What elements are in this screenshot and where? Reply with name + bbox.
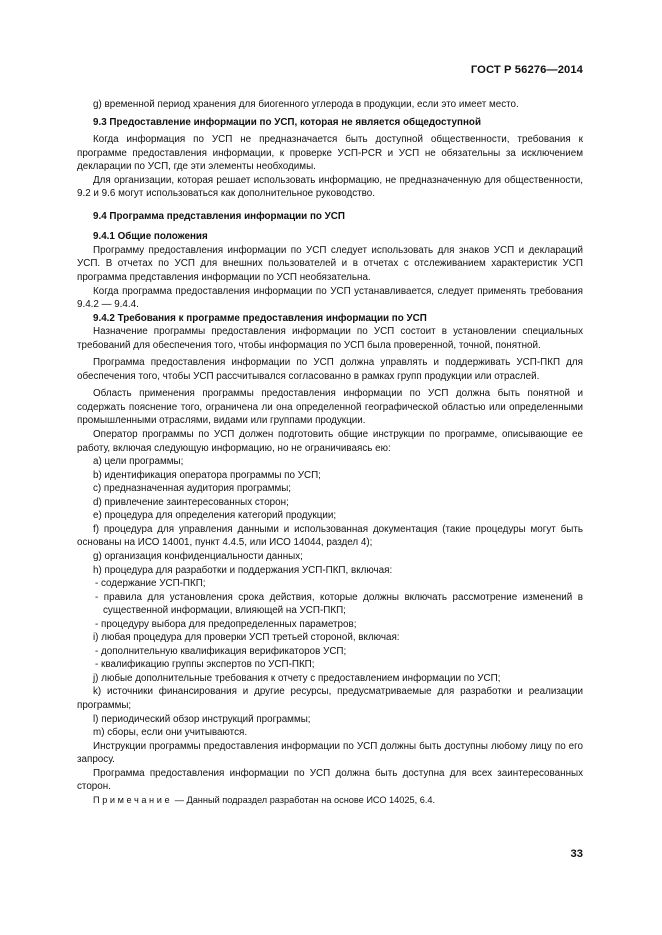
page-content: [77, 98, 583, 807]
section-9-4-2-paragraph-6: Программа предоставления информации по УСП должна быть доступна для всех заинтересованных сторон.: [77, 767, 583, 793]
list-item-j: j) любые дополнительные требования к отчету с предоставлением информации по УСП;: [93, 672, 501, 684]
section-9-3-paragraph-1: Когда информация по УСП не предназначается быть доступной общественности, требования к программе предоставления информации, к проверке УСП-PCR и УСП не обязательны за исключением декларации по УСП, где эти элементы необходимы.: [77, 134, 583, 173]
list-item-h-subitems: [77, 577, 583, 631]
list-item-d: d) привлечение заинтересованных сторон;: [93, 496, 289, 508]
section-9-3-paragraph-2: Для организации, которая решает использовать информацию, не предназначенную для общественности, 9.2 и 9.6 могут использоваться как дополнительное руководство.: [77, 174, 583, 200]
sub-list-item: - содержание УСП-ПКП;: [95, 578, 206, 590]
section-9-4-2-paragraph-5: Инструкции программы предоставления информации по УСП должны быть доступны любому лицу по его запросу.: [77, 740, 583, 766]
section-9-4-2-paragraph-1: Назначение программы предоставления информации по УСП состоит в установлении специальных требований для обеспечения того, чтобы информация по УСП была проверенной, точной, понятной.: [77, 326, 583, 351]
section-9-4-1-paragraph-2: Когда программа предоставления информации по УСП устанавливается, следует применять требования 9.4.2 — 9.4.4.: [77, 285, 583, 311]
program-instructions-list: [77, 455, 583, 739]
sub-list-item: - дополнительную квалификация верификаторов УСП;: [95, 645, 347, 657]
section-9-4-title: 9.4 Программа представления информации по УСП: [93, 210, 345, 222]
list-item-l: l) периодический обзор инструкций программы;: [93, 713, 311, 725]
list-item-g: g) организация конфиденциальности данных;: [93, 550, 303, 562]
note-label: Примечание: [93, 794, 173, 805]
section-9-4-1-paragraph-1: Программу предоставления информации по УСП следует использовать для знаков УСП и деклараций УСП. В отчетах по УСП для внешних пользователей и в отчетах с отслеживанием характеристик УСП программа представления информации по УСП необязательна.: [77, 244, 583, 284]
sub-list-item: - квалификацию группы экспертов по УСП-ПКП;: [95, 659, 315, 671]
section-9-4-2-title: 9.4.2 Требования к программе предоставления информации по УСП: [93, 312, 427, 324]
section-9-4-2-paragraph-3: Область применения программы предоставления информации по УСП должна быть понятной и содержать пояснение того, ограничена ли она определенной географической областью или определенными промышленными отраслями, видами или группами продукции.: [77, 388, 583, 427]
list-item-g: g) временной период хранения для биогенного углерода в продукции, если это имеет место.: [93, 99, 519, 110]
list-item-e: e) процедура для определения категорий продукции;: [93, 510, 337, 522]
list-item-a: a) цели программы;: [93, 456, 184, 468]
list-item-i: i) любая процедура для проверки УСП третьей стороной, включая:: [93, 632, 400, 644]
page-number: 33: [570, 848, 583, 860]
section-9-4-2-paragraph-2: Программа предоставления информации по УСП должна управлять и поддерживать УСП-ПКП для обеспечения того, чтобы УСП рассчитывался согласованно в рамках групп продукции или отраслей.: [77, 357, 583, 382]
section-9-4-1-title: 9.4.1 Общие положения: [93, 231, 208, 243]
list-item-f: f) процедура для управления данными и использованная документация (такие процедуры могут быть основаны на ИСО 14001, пункт 4.4.5, или ИСО 14044, раздел 4);: [77, 523, 583, 549]
note: [77, 794, 583, 808]
list-item-b: b) идентификация оператора программы по УСП;: [93, 469, 321, 481]
sub-list-item: - правила для установления срока действия, которые должны включать рассмотрение изменений в существенной информации, влияющей на УСП-ПКП;: [95, 591, 583, 617]
standard-header: ГОСТ Р 56276—2014: [470, 64, 583, 76]
section-9-3-title: 9.3 Предоставление информации по УСП, которая не является общедоступной: [93, 116, 481, 128]
list-item-k: k) источники финансирования и другие ресурсы, предусматриваемые для разработки и реализации программы;: [77, 686, 583, 711]
list-item-i-subitems: [77, 645, 583, 672]
list-item-c: c) предназначенная аудитория программы;: [93, 483, 292, 495]
list-item-h: h) процедура для разработки и поддержания УСП-ПКП, включая:: [93, 564, 393, 576]
note-text: — Данный подраздел разработан на основе ИСО 14025, 6.4.: [172, 794, 436, 805]
section-9-4-2-paragraph-4: Оператор программы по УСП должен подготовить общие инструкции по программе, описывающие ее работу, включая следующую информацию, но не ограничиваясь ею:: [77, 429, 583, 454]
list-item-m: m) сборы, если они учитываются.: [93, 727, 248, 739]
sub-list-item: - процедуру выбора для предопределенных параметров;: [95, 618, 357, 630]
